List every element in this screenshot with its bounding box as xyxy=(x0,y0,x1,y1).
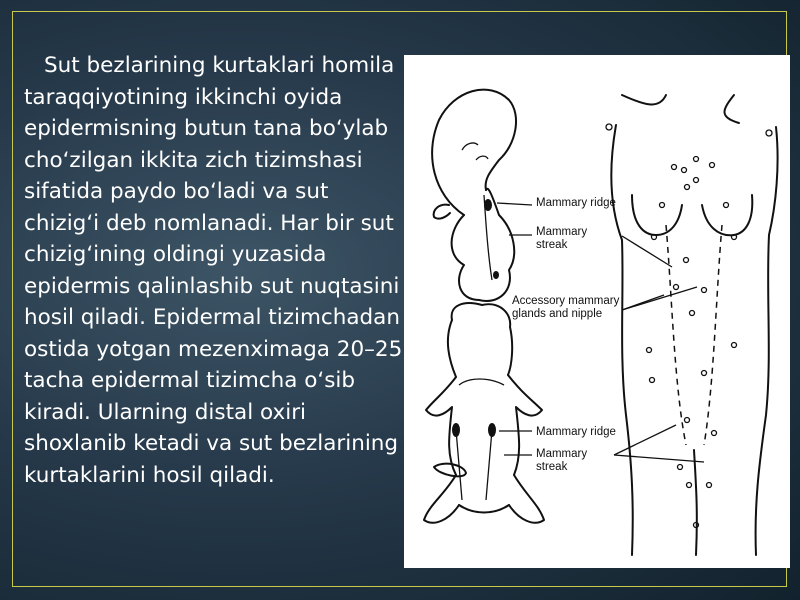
adult-torso xyxy=(606,95,778,555)
figure-illustration xyxy=(404,55,790,568)
label-mammary-streak-top-2: streak xyxy=(536,239,568,251)
label-mammary-streak-bottom-1: Mammary xyxy=(536,448,588,460)
label-mammary-streak-top-1: Mammary xyxy=(536,226,588,238)
embryo-front-view xyxy=(424,303,544,523)
mammary-development-figure xyxy=(404,55,790,568)
label-mammary-ridge-bottom: Mammary ridge xyxy=(536,426,616,438)
label-accessory-1: Accessory mammary xyxy=(512,295,620,307)
label-mammary-streak-bottom-2: streak xyxy=(536,461,568,473)
body-paragraph: Sut bezlarining kurtaklari homila taraqqiyotining ikkinchi oyida epidermisning butun tana bo‘ylab cho‘zilgan ikkita zich tizimshasi sifatida paydo bo‘ladi va sut chizig‘i deb nomlanadi. Har bir sut chizig‘ining oldingi yuzasida epidermis qalinlashib sut nuqtasini hosil qiladi. Epidermal tizimchadan ostida yotgan mezenximaga 20–25 tacha epidermal tizimcha o‘sib kiradi. Ularning distal oxiri shoxlanib ketadi va sut bezlarining kurtaklarini hosil qiladi. xyxy=(24,53,403,488)
embryo-side-view xyxy=(432,90,516,301)
label-mammary-ridge-top: Mammary ridge xyxy=(536,197,616,209)
leader-lines xyxy=(497,203,704,462)
label-accessory-2: glands and nipple xyxy=(512,308,603,320)
